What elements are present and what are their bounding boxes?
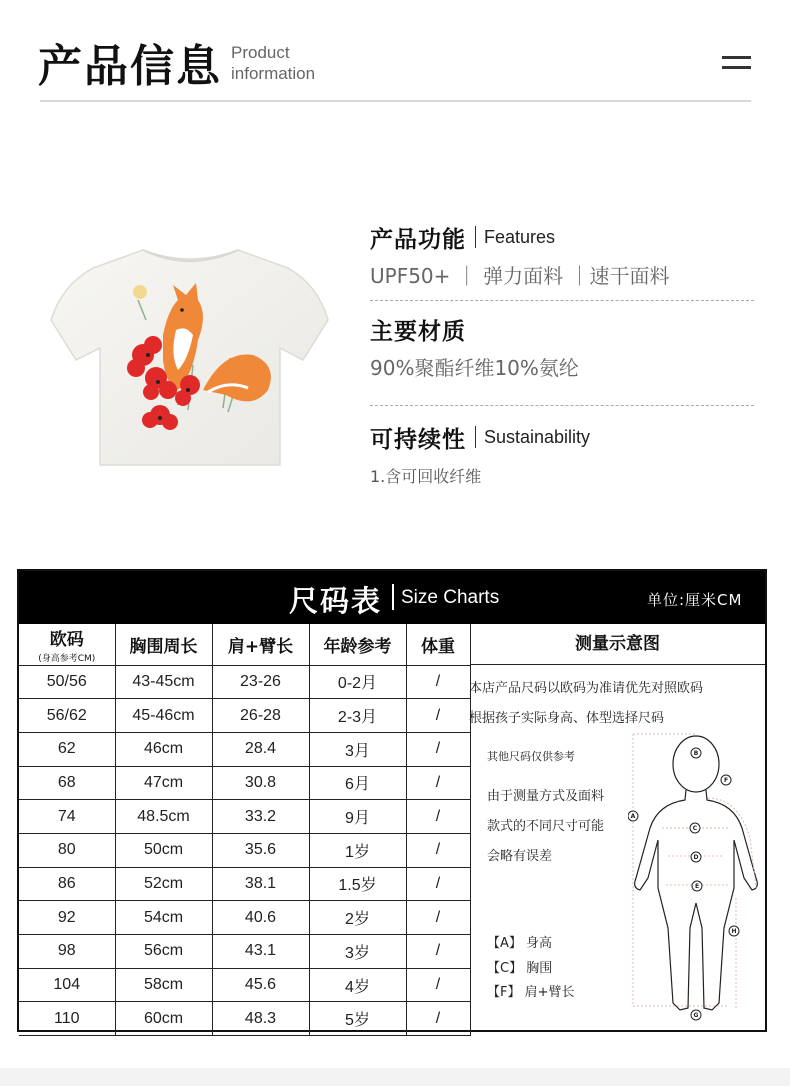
column-header: 年龄参考 xyxy=(309,624,406,665)
column-header-sub: (身高参考CM) xyxy=(38,653,96,664)
sustainability-title-en: Sustainability xyxy=(484,426,591,447)
title-separator xyxy=(475,426,476,448)
material-title: 主要材质 xyxy=(370,318,466,345)
table-cell: 45-46cm xyxy=(115,699,212,733)
marker-e: E xyxy=(694,883,700,890)
table-cell: 26-28 xyxy=(212,699,309,733)
material-text: 90%聚酯纤维10%氨纶 xyxy=(370,356,579,380)
table-cell: 56/62 xyxy=(19,699,115,733)
table-cell: 1.5岁 xyxy=(309,867,406,901)
table-cell: 104 xyxy=(19,968,115,1002)
table-cell: / xyxy=(406,665,470,699)
table-cell: 33.2 xyxy=(212,800,309,834)
table-cell: 38.1 xyxy=(212,867,309,901)
page-subtitle-line2: information xyxy=(231,64,316,83)
table-row xyxy=(19,968,470,1002)
table-cell: 3岁 xyxy=(309,935,406,969)
note-line: 会略有误差 xyxy=(487,849,553,864)
size-chart-title-en: Size Charts xyxy=(401,587,500,608)
table-cell: 54cm xyxy=(115,901,212,935)
column-header-label: 欧码 xyxy=(49,629,84,650)
table-cell: 86 xyxy=(19,867,115,901)
tshirt-product-image xyxy=(48,240,333,470)
table-cell: / xyxy=(406,800,470,834)
marker-b: B xyxy=(693,750,699,757)
features-text: UPF50+ ｜ 弹力面料 ｜速干面料 xyxy=(370,264,670,288)
table-cell: 6月 xyxy=(309,766,406,800)
table-cell: 47cm xyxy=(115,766,212,800)
sustainability-block xyxy=(370,422,755,487)
marker-h: H xyxy=(731,928,737,935)
page-subtitle-line1: Product xyxy=(231,43,290,62)
marker-g: G xyxy=(693,1012,699,1019)
table-cell: 92 xyxy=(19,901,115,935)
features-title-en: Features xyxy=(484,226,556,247)
table-row xyxy=(19,867,470,901)
column-header: 体重 xyxy=(406,624,470,665)
legend-height: 【A】 身高 xyxy=(487,936,553,951)
table-cell: 58cm xyxy=(115,968,212,1002)
table-cell: 30.8 xyxy=(212,766,309,800)
table-cell: 62 xyxy=(19,732,115,766)
unit-label: 单位:厘米CM xyxy=(647,591,743,609)
body-measurement-figure xyxy=(628,728,763,1025)
table-cell: 28.4 xyxy=(212,732,309,766)
size-chart-title: 尺码表 xyxy=(289,584,383,618)
table-cell: / xyxy=(406,833,470,867)
column-header: 肩+臂长 xyxy=(212,624,309,665)
marker-f: F xyxy=(723,777,729,784)
table-cell: 48.3 xyxy=(212,1002,309,1036)
note-line: 根据孩子实际身高、体型选择尺码 xyxy=(469,711,665,726)
hamburger-menu-icon[interactable] xyxy=(722,56,752,74)
table-cell: 23-26 xyxy=(212,665,309,699)
table-cell: 43-45cm xyxy=(115,665,212,699)
column-header: 胸围周长 xyxy=(115,624,212,665)
column-header xyxy=(19,624,115,665)
table-cell: 110 xyxy=(19,1002,115,1036)
table-cell: 50cm xyxy=(115,833,212,867)
sustainability-title: 可持续性 xyxy=(370,426,466,453)
dashed-divider xyxy=(370,405,754,406)
table-cell: 46cm xyxy=(115,732,212,766)
note-line: 由于测量方式及面料 xyxy=(487,789,605,804)
table-row xyxy=(19,699,470,733)
sustainability-text: 1.含可回收纤维 xyxy=(370,467,482,486)
marker-a: A xyxy=(630,813,636,820)
legend-chest: 【C】 胸围 xyxy=(487,961,553,976)
table-cell: 40.6 xyxy=(212,901,309,935)
table-cell: 43.1 xyxy=(212,935,309,969)
header-divider xyxy=(40,100,751,102)
page-subtitle xyxy=(231,42,315,84)
table-row xyxy=(19,766,470,800)
table-cell: / xyxy=(406,968,470,1002)
table-cell: / xyxy=(406,766,470,800)
table-cell: 5岁 xyxy=(309,1002,406,1036)
marker-d: D xyxy=(693,854,699,861)
features-title: 产品功能 xyxy=(370,226,466,253)
table-cell: 50/56 xyxy=(19,665,115,699)
size-table xyxy=(19,624,471,1036)
table-cell: 52cm xyxy=(115,867,212,901)
note-line: 款式的不同尺寸可能 xyxy=(487,819,605,834)
table-cell: / xyxy=(406,732,470,766)
table-cell: / xyxy=(406,935,470,969)
measure-title: 测量示意图 xyxy=(470,624,765,665)
table-row xyxy=(19,665,470,699)
table-cell: / xyxy=(406,867,470,901)
table-header-row xyxy=(19,624,470,665)
table-row xyxy=(19,833,470,867)
marker-c: C xyxy=(692,825,698,832)
table-cell: 35.6 xyxy=(212,833,309,867)
table-cell: 45.6 xyxy=(212,968,309,1002)
note-line: 本店产品尺码以欧码为准请优先对照欧码 xyxy=(469,681,704,696)
table-cell: 2-3月 xyxy=(309,699,406,733)
footer-band xyxy=(0,1068,790,1086)
table-cell: 74 xyxy=(19,800,115,834)
note-line: 其他尺码仅供参考 xyxy=(487,750,575,763)
table-cell: / xyxy=(406,901,470,935)
table-row xyxy=(19,732,470,766)
size-chart-header xyxy=(19,571,765,624)
title-separator xyxy=(392,584,394,610)
table-cell: 48.5cm xyxy=(115,800,212,834)
table-row xyxy=(19,901,470,935)
table-cell: 80 xyxy=(19,833,115,867)
table-cell: 1岁 xyxy=(309,833,406,867)
table-cell: 0-2月 xyxy=(309,665,406,699)
table-row xyxy=(19,935,470,969)
table-cell: 68 xyxy=(19,766,115,800)
table-cell: 9月 xyxy=(309,800,406,834)
legend-shoulder-arm: 【F】 肩+臂长 xyxy=(487,985,575,1000)
table-cell: 56cm xyxy=(115,935,212,969)
table-cell: 2岁 xyxy=(309,901,406,935)
table-row xyxy=(19,1002,470,1036)
page-title: 产品信息 xyxy=(38,41,222,92)
dashed-divider xyxy=(370,300,754,301)
material-block xyxy=(370,314,755,381)
table-cell: / xyxy=(406,1002,470,1036)
features-block xyxy=(370,222,755,289)
table-cell: 60cm xyxy=(115,1002,212,1036)
table-cell: 4岁 xyxy=(309,968,406,1002)
table-row xyxy=(19,800,470,834)
table-cell: / xyxy=(406,699,470,733)
title-separator xyxy=(475,226,476,248)
table-cell: 98 xyxy=(19,935,115,969)
table-cell: 3月 xyxy=(309,732,406,766)
